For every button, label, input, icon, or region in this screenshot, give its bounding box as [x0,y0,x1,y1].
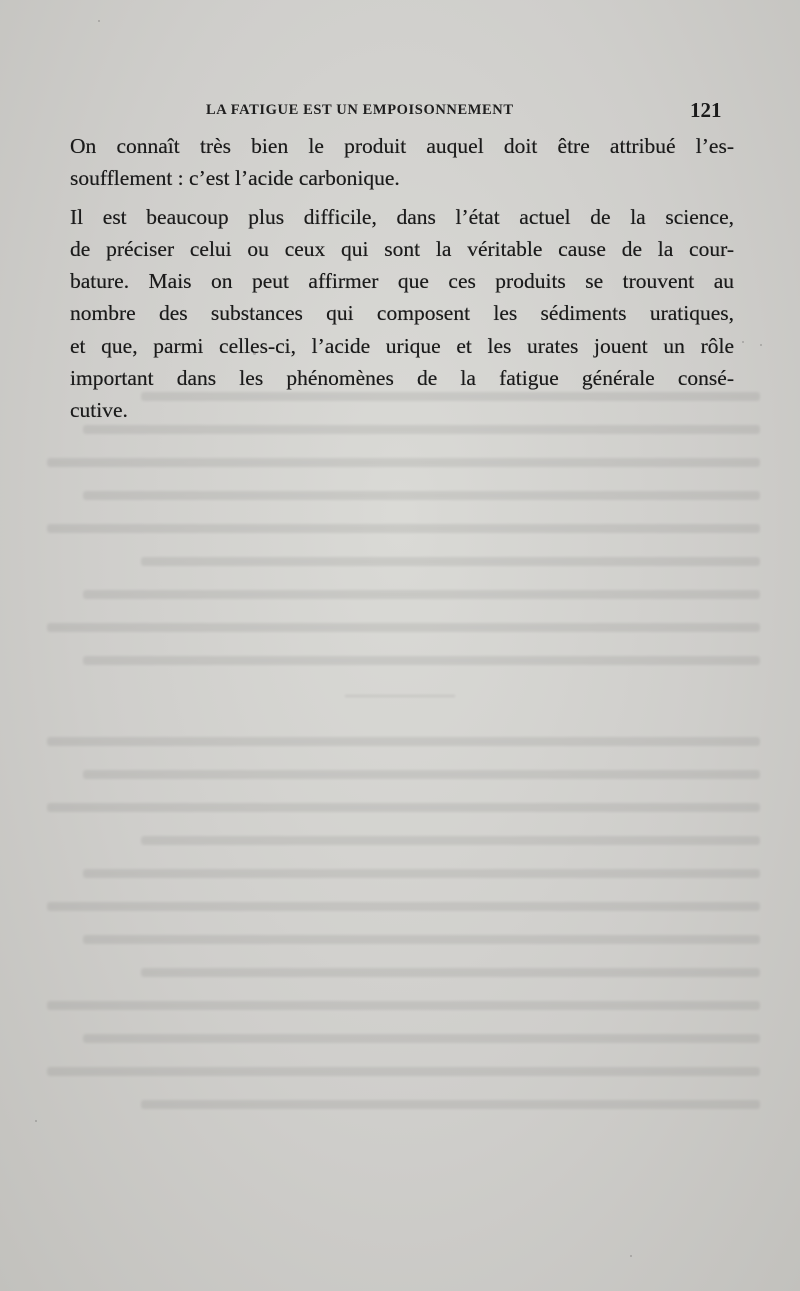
paper-speck [742,341,744,343]
paper-speck [98,20,100,22]
text-line: important dans les phénomènes de la fatigue générale consé- [70,366,734,391]
paper-speck [760,344,762,346]
paragraph-2 [56,201,734,427]
reverse-side-bleed-through [40,380,760,1260]
paper-speck [630,1255,632,1257]
text-line: On connaît très bien le produit auquel doit être attribué l’es- [70,134,734,158]
page-number: 121 [690,98,722,122]
text-line: soufflement : c’est l’acide carbonique. [70,166,400,191]
text-line: Il est beaucoup plus difficile, dans l’état actuel de la science, [70,204,734,229]
body-text [56,130,734,427]
text-line: de préciser celui ou ceux qui sont la véritable cause de la cour- [70,236,734,261]
text-line: bature. Mais on peut affirmer que ces produits se trouvent au [70,269,734,294]
paragraph-1 [56,130,734,195]
paper-speck [253,352,256,355]
text-line: nombre des substances qui composent les sédiments uratiques, [70,301,734,326]
text-line: cutive. [70,398,128,423]
page-header [0,98,800,122]
paper-speck [35,1120,37,1122]
running-title: LA FATIGUE EST UN EMPOISONNEMENT [206,102,514,118]
text-line: et que, parmi celles-ci, l’acide urique et les urates jouent un rôle [70,333,734,358]
